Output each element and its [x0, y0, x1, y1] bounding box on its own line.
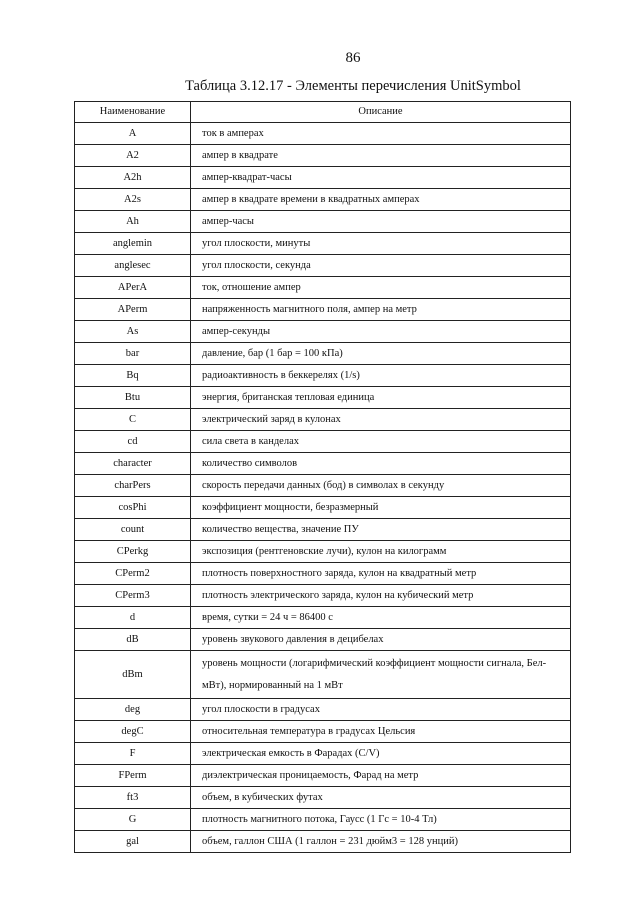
unit-description-cell: радиоактивность в беккерелях (1/s) [191, 365, 571, 387]
table-row [75, 343, 571, 365]
unit-description-cell: коэффициент мощности, безразмерный [191, 497, 571, 519]
unit-description-cell: угол плоскости в градусах [191, 699, 571, 721]
unit-description-cell: плотность поверхностного заряда, кулон на квадратный метр [191, 563, 571, 585]
table-row [75, 233, 571, 255]
table-row [75, 387, 571, 409]
unit-description-cell: ампер-часы [191, 211, 571, 233]
unit-description-cell: ампер-секунды [191, 321, 571, 343]
unit-symbol-cell: anglemin [75, 233, 191, 255]
table-row [75, 765, 571, 787]
table-row [75, 743, 571, 765]
unit-description-cell: сила света в канделах [191, 431, 571, 453]
unit-description-cell: электрическая емкость в Фарадах (C/V) [191, 743, 571, 765]
table-row [75, 123, 571, 145]
table-row [75, 721, 571, 743]
unit-description-cell: плотность электрического заряда, кулон на кубический метр [191, 585, 571, 607]
unit-description-cell: объем, галлон США (1 галлон = 231 дюйм3 = 128 унций) [191, 831, 571, 853]
table-row [75, 787, 571, 809]
unit-description-cell: ток, отношение ампер [191, 277, 571, 299]
table-row [75, 409, 571, 431]
unit-symbol-cell: character [75, 453, 191, 475]
table-row [75, 519, 571, 541]
unit-symbol-cell: dB [75, 629, 191, 651]
table-row [75, 167, 571, 189]
table-caption: Таблица 3.12.17 - Элементы перечисления UnitSymbol [185, 78, 521, 94]
unit-symbol-cell: count [75, 519, 191, 541]
unit-symbol-cell: gal [75, 831, 191, 853]
table-row [75, 563, 571, 585]
table-row [75, 189, 571, 211]
unit-symbol-table [74, 101, 571, 853]
table-header-row [75, 102, 571, 123]
unit-description-cell: экспозиция (рентгеновские лучи), кулон на килограмм [191, 541, 571, 563]
table-row [75, 541, 571, 563]
unit-symbol-cell: CPerm3 [75, 585, 191, 607]
unit-symbol-cell: Ah [75, 211, 191, 233]
table-body [75, 123, 571, 853]
unit-symbol-cell: ft3 [75, 787, 191, 809]
page-number: 86 [345, 50, 361, 66]
unit-symbol-cell: cosPhi [75, 497, 191, 519]
table-row [75, 145, 571, 167]
unit-description-cell: давление, бар (1 бар = 100 кПа) [191, 343, 571, 365]
table-row [75, 809, 571, 831]
unit-symbol-cell: cd [75, 431, 191, 453]
unit-description-cell: ток в амперах [191, 123, 571, 145]
unit-symbol-cell: A [75, 123, 191, 145]
table-row [75, 497, 571, 519]
table-row [75, 699, 571, 721]
table-row [75, 475, 571, 497]
header-name: Наименование [75, 102, 191, 123]
table-row [75, 211, 571, 233]
unit-symbol-cell: Bq [75, 365, 191, 387]
table-row [75, 585, 571, 607]
unit-description-cell: напряженность магнитного поля, ампер на метр [191, 299, 571, 321]
unit-symbol-cell: bar [75, 343, 191, 365]
unit-description-cell: плотность магнитного потока, Гаусс (1 Гс = 10-4 Тл) [191, 809, 571, 831]
unit-description-cell: энергия, британская тепловая единица [191, 387, 571, 409]
unit-symbol-cell: deg [75, 699, 191, 721]
unit-description-cell: уровень звукового давления в децибелах [191, 629, 571, 651]
unit-symbol-cell: charPers [75, 475, 191, 497]
unit-symbol-cell: A2h [75, 167, 191, 189]
unit-description-cell: ампер в квадрате времени в квадратных амперах [191, 189, 571, 211]
unit-symbol-cell: CPerm2 [75, 563, 191, 585]
table-row [75, 629, 571, 651]
unit-symbol-cell: A2 [75, 145, 191, 167]
unit-symbol-cell: G [75, 809, 191, 831]
table-row [75, 299, 571, 321]
unit-symbol-cell: APerA [75, 277, 191, 299]
unit-description-cell: диэлектрическая проницаемость, Фарад на метр [191, 765, 571, 787]
unit-description-cell: угол плоскости, минуты [191, 233, 571, 255]
unit-symbol-cell: CPerkg [75, 541, 191, 563]
unit-symbol-cell: F [75, 743, 191, 765]
unit-description-cell: уровень мощности (логарифмический коэффициент мощности сигнала, Бел-мВт), нормированный на 1 мВт [191, 651, 571, 699]
table-row [75, 255, 571, 277]
table-row [75, 277, 571, 299]
unit-description-cell: ампер-квадрат-часы [191, 167, 571, 189]
unit-symbol-cell: APerm [75, 299, 191, 321]
unit-symbol-cell: As [75, 321, 191, 343]
unit-description-cell: количество символов [191, 453, 571, 475]
table-row [75, 607, 571, 629]
unit-description-cell: время, сутки = 24 ч = 86400 с [191, 607, 571, 629]
unit-description-cell: угол плоскости, секунда [191, 255, 571, 277]
unit-description-cell: количество вещества, значение ПУ [191, 519, 571, 541]
table-row [75, 365, 571, 387]
unit-symbol-cell: FPerm [75, 765, 191, 787]
unit-description-cell: скорость передачи данных (бод) в символах в секунду [191, 475, 571, 497]
unit-description-cell: объем, в кубических футах [191, 787, 571, 809]
unit-symbol-cell: dBm [75, 651, 191, 699]
unit-symbol-cell: A2s [75, 189, 191, 211]
table-row [75, 453, 571, 475]
unit-symbol-cell: Btu [75, 387, 191, 409]
unit-symbol-cell: C [75, 409, 191, 431]
unit-symbol-cell: degC [75, 721, 191, 743]
header-description: Описание [191, 102, 571, 123]
unit-description-cell: электрический заряд в кулонах [191, 409, 571, 431]
unit-description-cell: ампер в квадрате [191, 145, 571, 167]
unit-symbol-cell: d [75, 607, 191, 629]
table-row [75, 651, 571, 699]
table-row [75, 321, 571, 343]
table-row [75, 431, 571, 453]
unit-description-cell: относительная температура в градусах Цельсия [191, 721, 571, 743]
unit-symbol-cell: anglesec [75, 255, 191, 277]
table-row [75, 831, 571, 853]
